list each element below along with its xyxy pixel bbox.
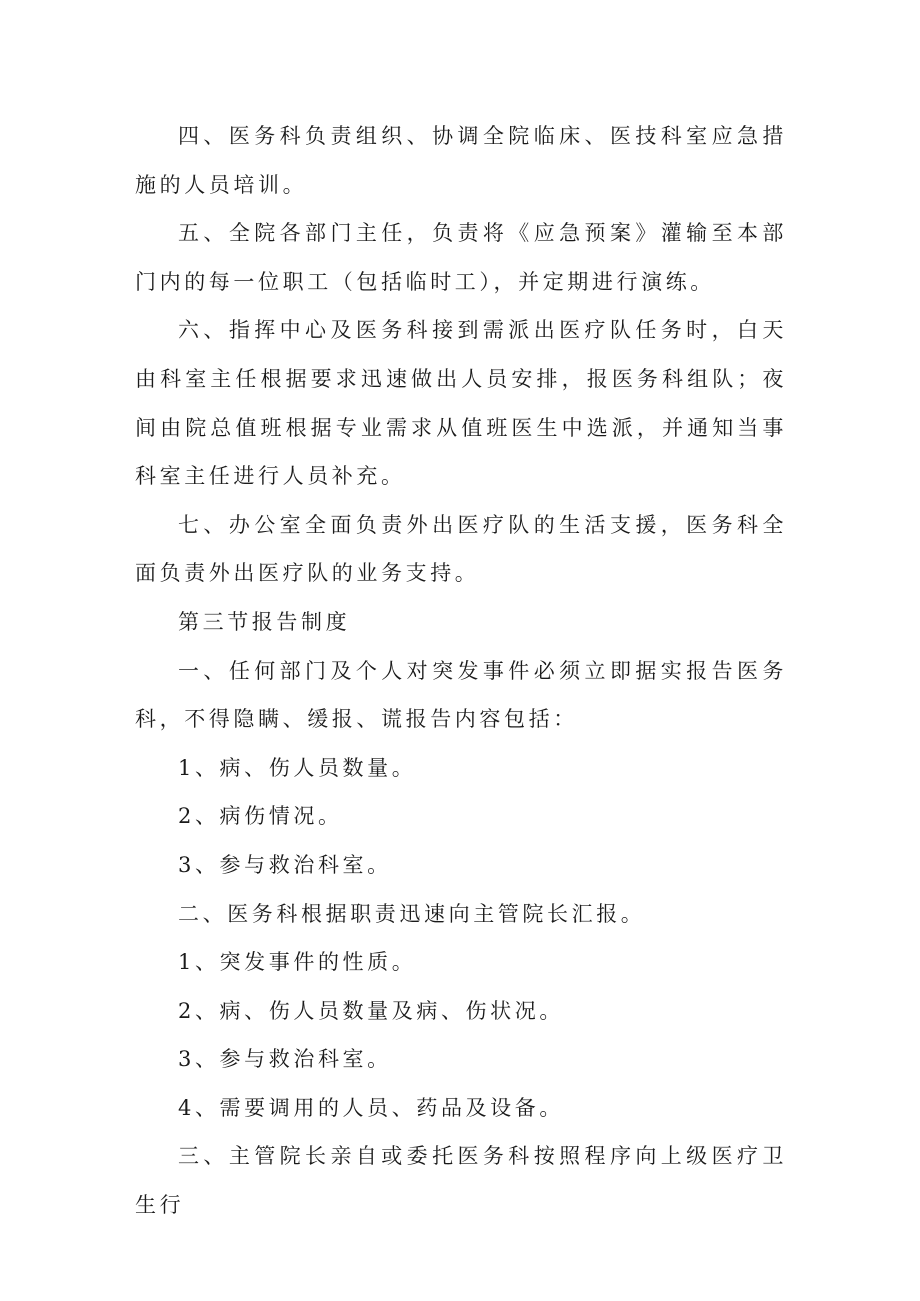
paragraph-report-3: 三、主管院长亲自或委托医务科按照程序向上级医疗卫生行 bbox=[135, 1144, 787, 1218]
list-item: 1、突发事件的性质。 bbox=[178, 950, 417, 975]
paragraph-item-6-medical-team: 六、指挥中心及医务科接到需派出医疗队任务时，白天由科室主任根据要求迅速做出人员安排，报医务科组队；夜间由院总值班根据专业需求从值班医生中选派，并通知当事科室主任进行人员补充。 bbox=[135, 318, 787, 489]
list-item: 2、病伤情况。 bbox=[178, 804, 343, 829]
list-item: 4、需要调用的人员、药品及设备。 bbox=[178, 1095, 564, 1120]
paragraph-report-1: 一、任何部门及个人对突发事件必须立即据实报告医务科，不得隐瞒、缓报、谎报告内容包括： bbox=[135, 658, 787, 732]
list-item: 2、病、伤人员数量及病、伤状况。 bbox=[178, 998, 564, 1023]
paragraph-item-5-drills: 五、全院各部门主任，负责将《应急预案》灌输至本部门内的每一位职工（包括临时工），并定期进行演练。 bbox=[135, 221, 787, 294]
paragraph-item-7-support: 七、办公室全面负责外出医疗队的生活支援，医务科全面负责外出医疗队的业务支持。 bbox=[135, 512, 787, 586]
list-item: 3、参与救治科室。 bbox=[178, 1047, 392, 1072]
document-page bbox=[135, 112, 787, 1230]
section-heading-reporting: 第三节报告制度 bbox=[178, 609, 351, 634]
paragraph-item-4-training: 四、医务科负责组织、协调全院临床、医技科室应急措施的人员培训。 bbox=[135, 124, 787, 197]
list-item: 1、病、伤人员数量。 bbox=[178, 755, 417, 780]
paragraph-report-2: 二、医务科根据职责迅速向主管院长汇报。 bbox=[178, 901, 646, 926]
list-item: 3、参与救治科室。 bbox=[178, 852, 392, 877]
